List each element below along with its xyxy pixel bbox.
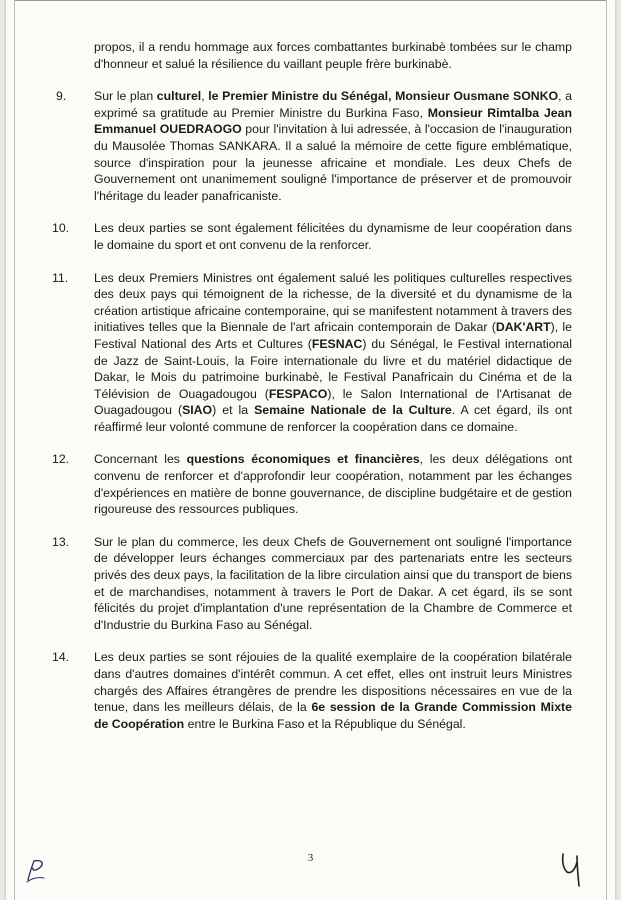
- text-run: Sur le plan du commerce, les deux Chefs de Gouvernement ont souligné l'importance de développer leurs échanges commerciaux par des partenariats entre les secteurs privés des deux pays, la facilitation de la libre circulation ainsi que du transport de biens et de marchandises, notamment à travers le Port de Dakar. A cet égard, ils se sont félicités du projet d'implantation d'une représentation de la Chambre de Commerce et d'Industrie du Burkina Faso au Sénégal.: [94, 534, 572, 632]
- text-run: Sur le plan: [94, 89, 157, 104]
- page-border-right: [606, 0, 607, 900]
- paragraph-text: propos, il a rendu hommage aux forces combattantes burkinabè tombées sur le champ d'honneur et salué la résilience du vaillant peuple frère burkinabè.: [94, 40, 572, 71]
- bold-run: Semaine Nationale de la Culture: [254, 403, 452, 418]
- text-run: Les deux parties se sont réjouies de la qualité exemplaire de la coopération bilatérale dans d'autres domaines d'intérêt commun. A cet effet, elles ont instruit leurs Ministres chargés des Affaires étrangères de prendre les dispositions nécessaires en vue de la tenue, dans les meilleurs délais, de la: [94, 650, 572, 715]
- text-run: Les deux Premiers Ministres ont également salué les politiques culturelles respectives des deux pays qui témoignent de la richesse, de la diversité et du dynamisme de la création artistique africaine contemporaine, qui se manifestent notamment à travers des initiatives telles que la Biennale de l'art africain contemporain de Dakar (: [94, 270, 572, 335]
- text-run: pour l'invitation à lui adressée, à l'occasion de l'inauguration du Mausolée Thomas SANKARA. Il a salué la mémoire de cette figure emblématique, source d'inspiration pour la jeunesse africaine et mondiale. Les deux Chefs de Gouvernement ont unanimement souligné l'importance de préserver et de promouvoir l'héritage du leader panafricaniste.: [94, 122, 572, 203]
- paragraph-13: [52, 534, 572, 634]
- paragraph-number: 11.: [52, 270, 69, 285]
- handwritten-initial-right: [555, 848, 595, 888]
- text-run: Les deux parties se sont également félicitées du dynamisme de leur coopération dans le domaine du sport et ont convenu de la renforcer.: [94, 221, 572, 252]
- paragraph-number: 12.: [52, 452, 70, 467]
- handwritten-initial-left: [24, 858, 52, 884]
- bold-run: FESNAC: [311, 336, 363, 351]
- text-run: ) du Sénégal, le Festival international de Jazz de Saint-Louis, la Foire internationale du livre et du matériel didactique de Dakar, le Mois du patrimoine burkinabè, le Festival Panafricain du Cinéma et de la Télévision de Ouagadougou (: [94, 336, 572, 401]
- page-number: 3: [307, 852, 314, 864]
- paragraph-12: [52, 451, 572, 517]
- bold-run: FESPACO: [268, 386, 328, 401]
- paragraph-number: 9.: [56, 89, 67, 104]
- text-run: ), le Salon International de l'Artisanat de Ouagadougou (: [94, 386, 572, 418]
- paragraph-11: [52, 270, 572, 436]
- page-border-left: [14, 0, 15, 900]
- text-run: entre le Burkina Faso et la République du Sénégal.: [184, 716, 466, 731]
- bold-run: Monsieur Rimtalba Jean Emmanuel OUEDRAOGO: [94, 105, 572, 137]
- text-run: ,: [201, 89, 209, 104]
- text-run: . A cet égard, ils ont réaffirmé leur volonté commune de renforcer la coopération dans ce domaine.: [94, 403, 573, 434]
- paragraph-10: [52, 220, 572, 253]
- text-run: ) et la: [212, 403, 255, 418]
- bold-run: 6e session de la Grande Commission Mixte de Coopération: [94, 700, 572, 731]
- document-body: [52, 39, 572, 748]
- paragraph-number: 13.: [52, 534, 70, 549]
- text-run: , a exprimé sa gratitude au Premier Ministre du Burkina Faso,: [94, 89, 572, 120]
- text-run: , les deux délégations ont convenu de renforcer et d'approfondir leur coopération, notamment par les échanges d'expériences en matière de bonne gouvernance, de discipline budgétaire et de gestion rigoureuse des ressources publiques.: [94, 452, 572, 517]
- paragraph-14: [52, 649, 572, 732]
- paragraph-9: [52, 88, 572, 204]
- page-border-top: [14, 0, 607, 1]
- bold-run: DAK'ART: [495, 320, 551, 335]
- text-run: Concernant les: [94, 452, 187, 467]
- paragraph-number: 14.: [52, 650, 70, 665]
- bold-run: culturel: [156, 89, 202, 104]
- text-run: ), le Festival National des Arts et Cultures (: [94, 320, 572, 351]
- bold-run: SIAO: [182, 403, 213, 418]
- paragraph-intro: [52, 39, 572, 72]
- bold-run: le Premier Ministre du Sénégal, Monsieur Ousmane SONKO: [208, 89, 559, 104]
- paragraph-number: 10.: [52, 221, 70, 236]
- bold-run: questions économiques et financières: [186, 452, 420, 467]
